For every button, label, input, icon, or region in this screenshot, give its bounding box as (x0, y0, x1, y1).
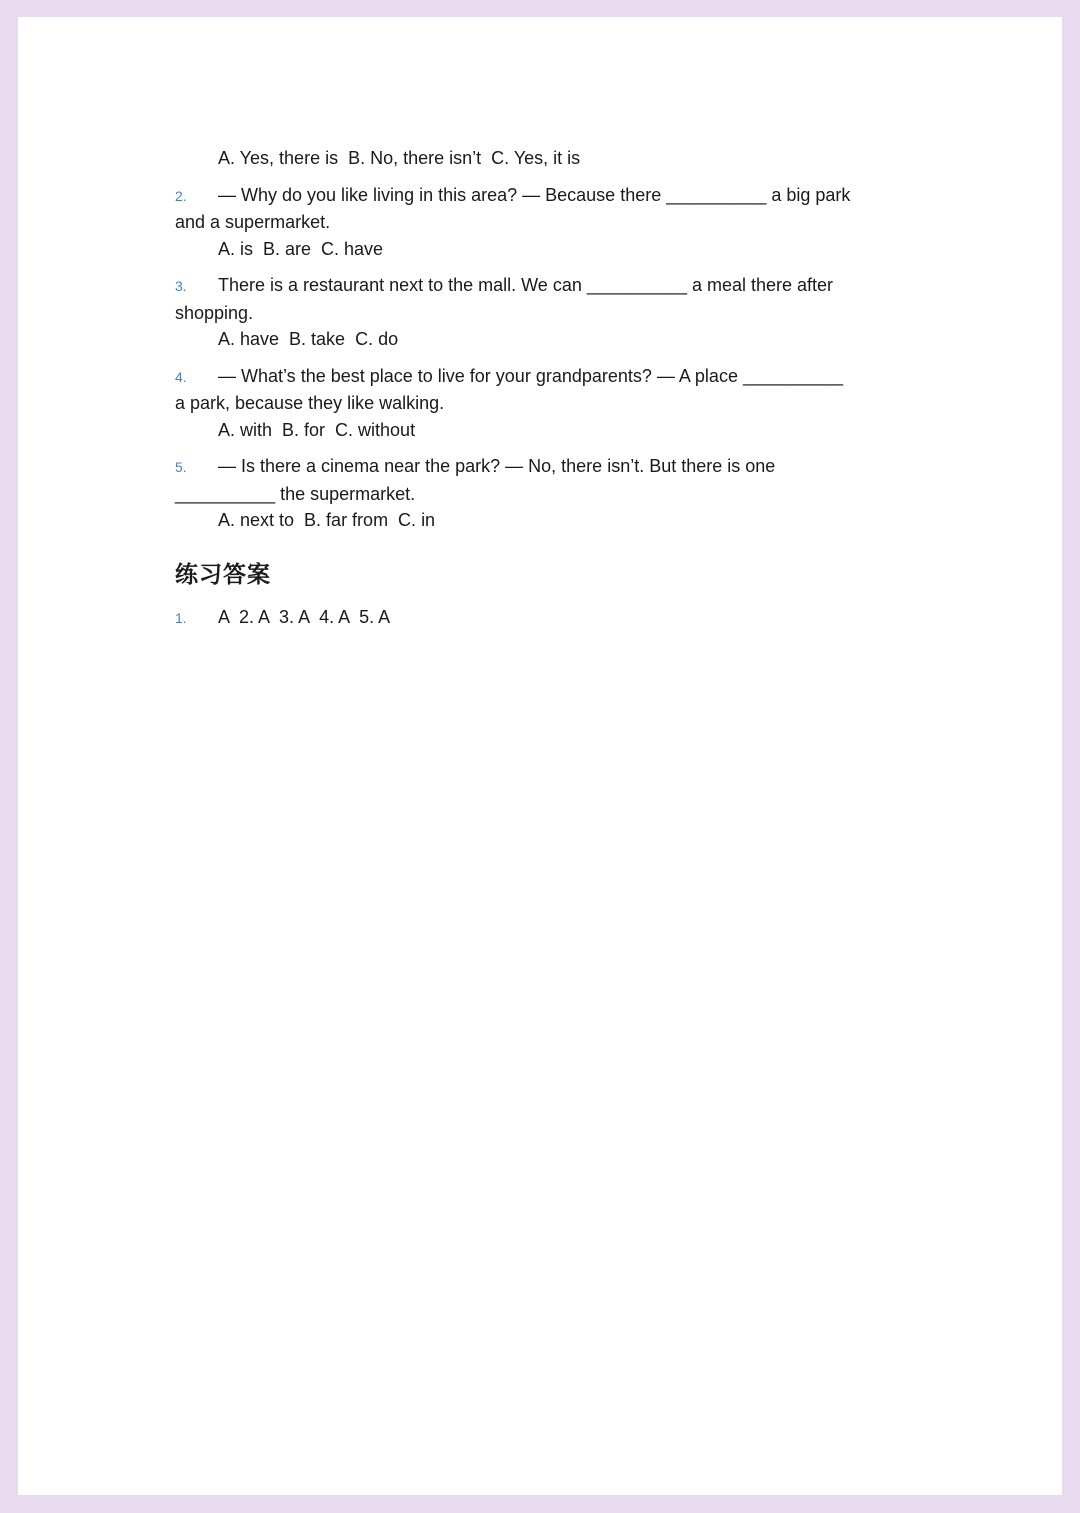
question-text-continued: __________ the supermarket. (175, 483, 416, 504)
question-options: A. next to B. far from C. in (218, 510, 436, 530)
document-page (18, 17, 1062, 1495)
question-options: A. have B. take C. do (218, 329, 399, 349)
question-1-fragment (175, 145, 915, 172)
question-1-options: A. Yes, there is B. No, there isn’t C. Yes, it is (218, 148, 581, 168)
question-text: — What’s the best place to live for your grandparents? — A place __________ (218, 365, 844, 386)
question-4 (175, 363, 915, 444)
answers-line (175, 604, 915, 632)
question-number: 4. (175, 368, 187, 385)
question-options: A. is B. are C. have (218, 238, 384, 259)
question-3 (175, 272, 915, 353)
question-text: — Is there a cinema near the park? — No, there isn’t. But there is one (218, 456, 776, 476)
answers-text: A 2. A 3. A 4. A 5. A (218, 607, 391, 627)
question-options: A. with B. for C. without (218, 419, 416, 440)
question-5 (175, 453, 915, 534)
question-text-continued: and a supermarket. (175, 212, 331, 232)
page-content (175, 145, 915, 632)
question-number: 2. (175, 187, 187, 204)
answer-number: 1. (175, 610, 187, 626)
question-number: 5. (175, 459, 187, 475)
question-number: 3. (175, 278, 187, 294)
question-text-continued: a park, because they like walking. (175, 393, 445, 413)
answers-heading: 练习答案 (175, 561, 271, 588)
question-text: There is a restaurant next to the mall. We can __________ a meal there after (218, 275, 834, 295)
question-2 (175, 182, 915, 263)
question-text-continued: shopping. (175, 302, 254, 323)
question-text: — Why do you like living in this area? — Because there __________ a big park (218, 184, 851, 205)
